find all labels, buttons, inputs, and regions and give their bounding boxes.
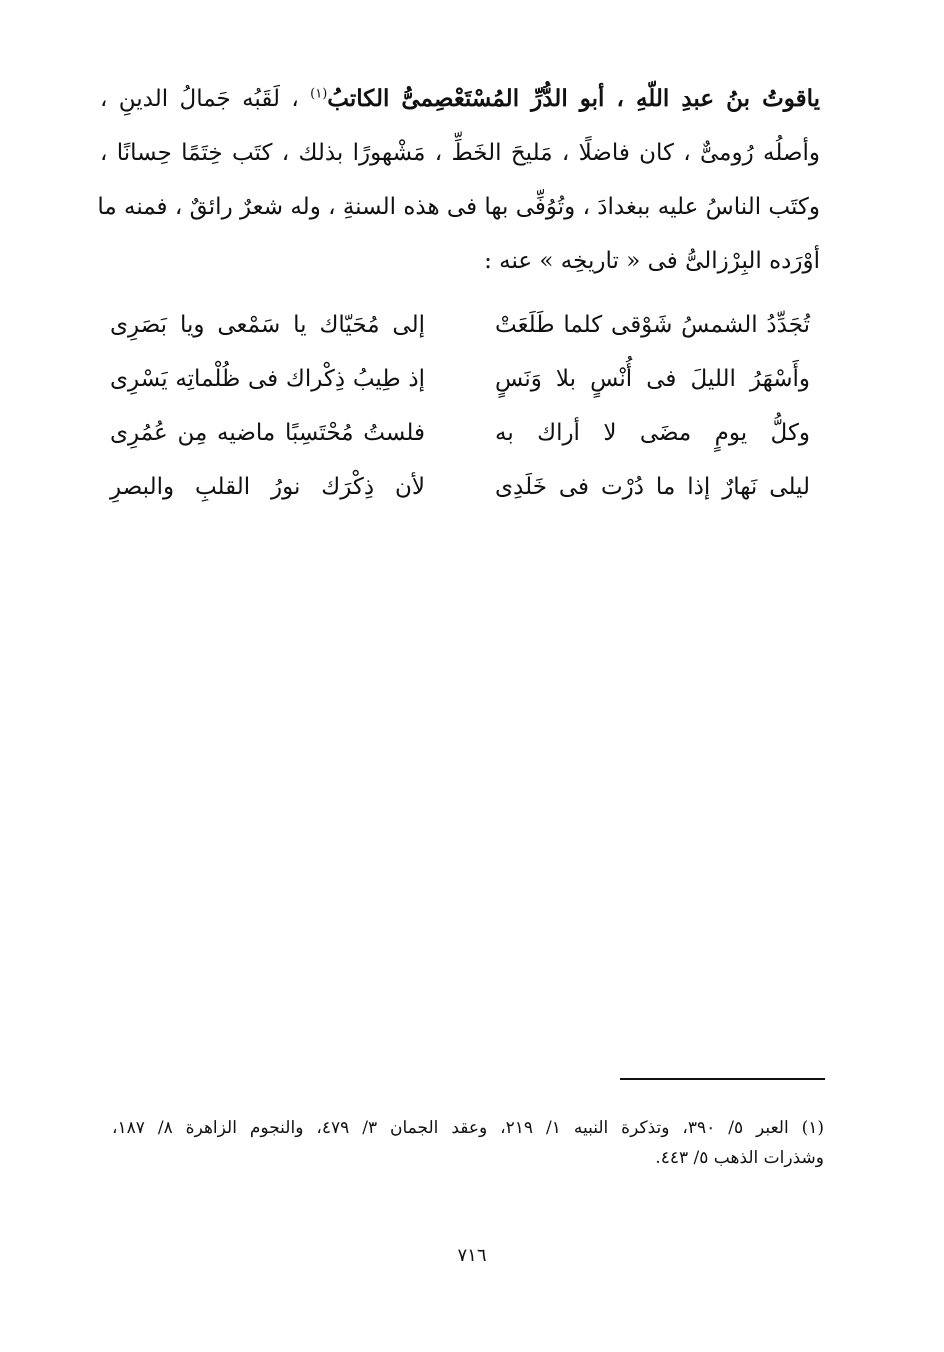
biography-paragraph [97,72,821,288]
subject-name: ياقوتُ بنُ عبدِ اللّهِ ، أبو الدُّرِّ المُسْتَعْصِمىُّ الكاتبُ [327,85,821,112]
poem [110,298,810,514]
verse-first-hemistich: تُجَدِّدُ الشمسُ شَوْقى كلما طَلَعَتْ [495,312,810,338]
footnote-line-1: (١) العبر ٥/ ٣٩٠، وتذكرة النبيه ١/ ٢١٩، وعقد الجمان ٣/ ٤٧٩، والنجوم الزاهرة ٨/ ١٨٧، [112,1118,825,1138]
footnote [112,1113,824,1173]
poem-verse [110,352,810,406]
verse-second-hemistich: فلستُ مُحْتَسِبًا ماضيه مِن عُمُرِى [110,420,425,446]
verse-second-hemistich: لأن ذِكْرَك نورُ القلبِ والبصرِ [110,474,425,500]
footnote-separator [620,1078,825,1080]
verse-second-hemistich: إذ طِيبُ ذِكْراك فى ظُلْماتِه يَسْرِى [110,366,425,392]
paragraph-line-1 [100,72,820,126]
verse-first-hemistich: وأَسْهَرُ الليلَ فى أُنْسٍ بلا وَنَسٍ [495,366,810,392]
footnote-reference: (١) [310,86,328,102]
verse-second-hemistich: إلى مُحَيّاك يا سَمْعى ويا بَصَرِى [110,312,425,338]
poem-verse [110,460,810,514]
paragraph-line-4: أوْرَده البِرْزالىُّ فى « تاريخِه » عنه : [484,248,820,274]
paragraph-line-2: وأصلُه رُومىٌّ ، كان فاضلًا ، مَليحَ الخَطِّ ، مَشْهورًا بذلك ، كتَب خِتَمًا حِسانًا ، [100,140,820,166]
verse-first-hemistich: وكلُّ يومٍ مضَى لا أراك به [495,420,810,446]
verse-first-hemistich: ليلى نَهارٌ إذا ما دُرْت فى خَلَدِى [495,474,810,500]
footnote-line-2: وشذرات الذهب ٥/ ٤٤٣. [655,1148,824,1168]
poem-verse [110,406,810,460]
paragraph-line-3: وكتَب الناسُ عليه ببغدادَ ، وتُوُفِّى بها فى هذه السنةِ ، وله شعرٌ رائقٌ ، فمنه ما [97,194,820,220]
paragraph-line-1-rest: ، لَقَبُه جَمالُ الدينِ ، [100,86,299,112]
poem-verse [110,298,810,352]
page-number: ٧١٦ [457,1245,487,1266]
